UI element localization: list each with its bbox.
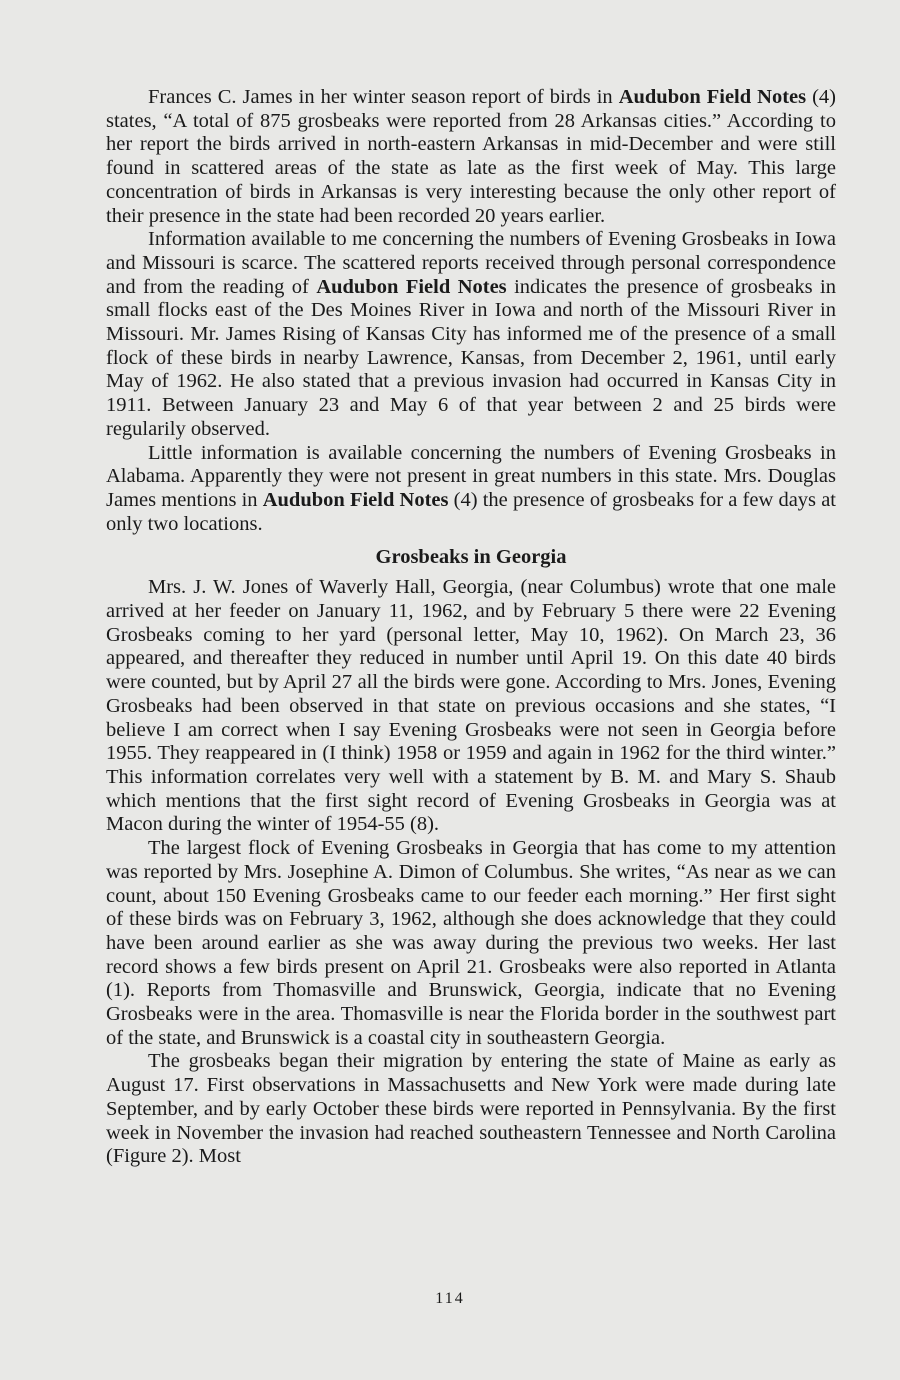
journal-title: Audubon Field Notes [316,275,507,298]
text-run: Mrs. J. W. Jones of Waverly Hall, Georgia, (near Columbus) wrote that one male arrived at her feeder on January 11, 1962, and by February 5 there were 22 Evening Grosbeaks coming to her yard (personal letter, May 10, 1962). On March 23, 36 appeared, and thereafter they reduced in number until April 19. On this date 40 birds were counted, but by April 27 all the birds were gone. According to Mrs. Jones, Evening Grosbeaks had been observed in that state on previous occasions and she states, “I believe I am correct when I say Evening Grosbeaks were not seen in Georgia before 1955. They reappeared in (I think) 1958 or 1959 and again in 1962 for the third winter.” This information correlates very well with a statement by B. M. and Mary S. Shaub which mentions that the first sight record of Evening Grosbeaks in Georgia was at Macon during the winter of 1954-55 (8). [106,576,836,836]
journal-title: Audubon Field Notes [618,86,807,108]
text-run: Frances C. James in her winter season report of birds in [148,86,619,108]
journal-title: Audubon Field Notes [262,488,449,511]
text-run: The largest flock of Evening Grosbeaks in Georgia that has come to my attention was reported by Mrs. Josephine A. Dimon of Columbus. She writes, “As near as we can count, about 150 Evening Grosbeaks came to our feeder each morning.” Her first sight of these birds was on February 3, 1962, although she does acknowledge that they could have been around earlier as she was away during the previous two weeks. Her last record shows a few birds present on April 21. Grosbeaks were also reported in Atlanta (1). Reports from Thomasville and Brunswick, Georgia, indicate that no Evening Grosbeaks were in the area. Thomasville is near the Florida border in the southwest part of the state, and Brunswick is a coastal city in southeastern Georgia. [106,837,836,1049]
text-run: indicates the presence of grosbeaks in small flocks east of the Des Moines River in Iowa and north of the Missouri River in Missouri. Mr. James Rising of Kansas City has informed me of the presence of a small flock of these birds in nearby Lawrence, Kansas, from December 2, 1961, until early May of 1962. He also stated that a previous invasion had occurred in Kansas City in 1911. Between January 23 and May 6 of that year between 2 and 25 birds were regularily observed. [106,275,836,440]
paragraph-jones [106,576,836,837]
text-run: (4) the presence of grosbeaks for a few days at only two locations. [106,488,836,535]
body-text [106,86,836,1169]
paragraph-dimon [106,837,836,1050]
text-run: The grosbeaks began their migration by entering the state of Maine as early as August 17. First observations in Massachusetts and New York were made during late September, and by early October these birds were reported in Pennsylvania. By the first week in November the invasion had reached southeastern Tennessee and North Carolina (Figure 2). Most [106,1050,836,1168]
paragraph-iowa-missouri [106,228,836,441]
text-run: (4) states, “A total of 875 grosbeaks were reported from 28 Arkansas cities.” According to her report the birds arrived in north-eastern Arkansas in mid-December and were still found in scattered areas of the state as late as the first week of May. This large concentration of birds in Arkansas is very interesting because the only other report of their presence in the state had been recorded 20 years earlier. [106,86,837,227]
section-heading: Grosbeaks in Georgia [375,546,567,569]
paragraph-migration [106,1050,836,1169]
paragraph-alabama [106,442,836,537]
page-number: 114 [435,1290,465,1307]
text-run: Information available to me concerning the numbers of Evening Grosbeaks in Iowa and Missouri is scarce. The scattered reports received through personal correspondence and from the reading of [106,228,836,298]
paragraph-arkansas [106,86,836,228]
text-run: Little information is available concerning the numbers of Evening Grosbeaks in Alabama. Apparently they were not present in great numbers in this state. Mrs. Douglas James mentions in [106,441,836,511]
